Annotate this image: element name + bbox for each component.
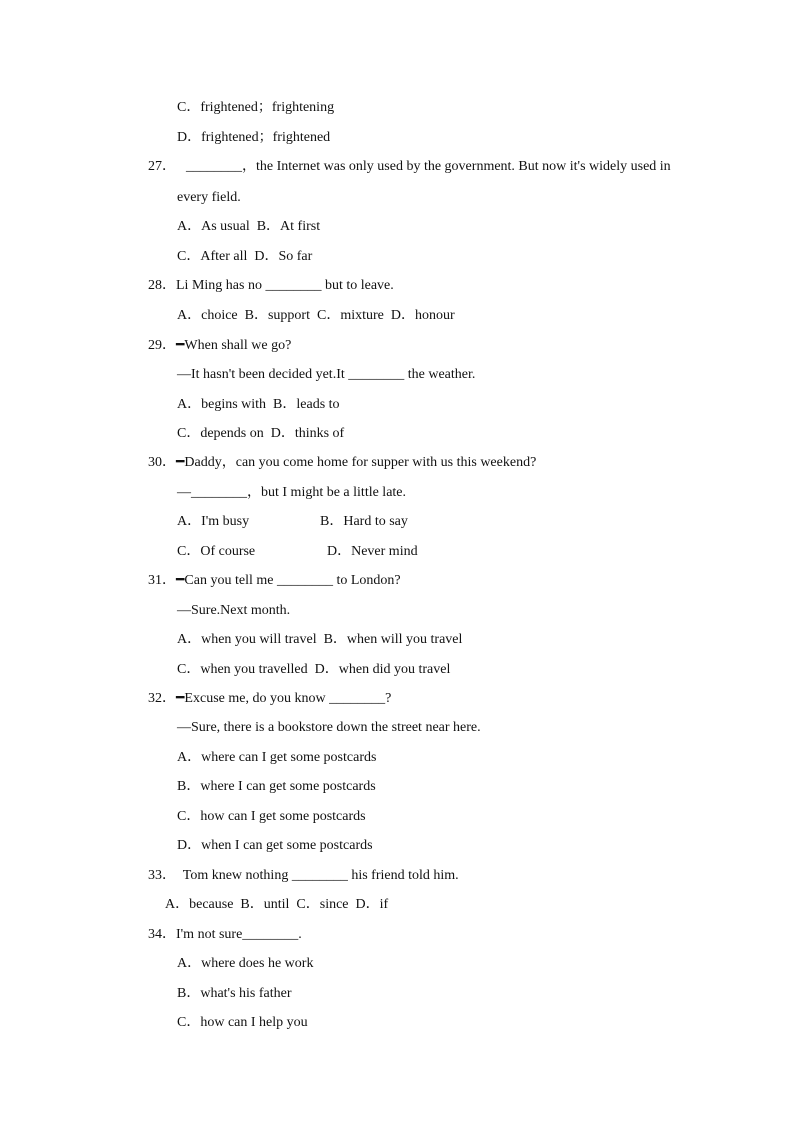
q33-stem: 33． Tom knew nothing ________ his friend told him. — [148, 868, 459, 883]
q27-stem-continued: every field. — [177, 190, 241, 205]
q31-options-ab: A．when you will travel B．when will you travel — [177, 632, 463, 647]
q34-stem: 34．I'm not sure________. — [148, 927, 302, 942]
q30-stem: 30．━Daddy，can you come home for supper with us this weekend? — [148, 455, 537, 470]
q29-options-ab: A．begins with B．leads to — [177, 397, 340, 412]
q27-options-ab: A．As usual B．At first — [177, 219, 321, 234]
q30-reply: —________，but I might be a little late. — [177, 485, 407, 500]
q30-option-c: C．Of course — [177, 544, 256, 559]
q31-options-cd: C．when you travelled D．when did you travel — [177, 662, 451, 677]
q32-option-a: A．where can I get some postcards — [177, 750, 377, 765]
q32-stem: 32．━Excuse me, do you know ________? — [148, 691, 392, 706]
q34-option-c: C．how can I help you — [177, 1015, 308, 1030]
q31-reply: —Sure.Next month. — [177, 603, 291, 618]
q32-option-c: C．how can I get some postcards — [177, 809, 366, 824]
q26-option-d: D．frightened；frightened — [177, 130, 331, 145]
q28-options: A．choice B．support C．mixture D．honour — [177, 308, 455, 323]
q27-options-cd: C．After all D．So far — [177, 249, 313, 264]
q28-stem: 28．Li Ming has no ________ but to leave. — [148, 278, 394, 293]
q31-stem: 31．━Can you tell me ________ to London? — [148, 573, 401, 588]
q32-option-b: B．where I can get some postcards — [177, 779, 376, 794]
q32-reply: —Sure, there is a bookstore down the street near here. — [177, 720, 481, 735]
q32-option-d: D．when I can get some postcards — [177, 838, 373, 853]
q26-option-c: C．frightened；frightening — [177, 100, 335, 115]
q34-option-a: A．where does he work — [177, 956, 314, 971]
q30-options-ab — [177, 513, 477, 531]
q29-reply: —It hasn't been decided yet.It ________ the weather. — [177, 367, 476, 382]
q33-options: A．because B．until C．since D．if — [165, 897, 389, 912]
q30-option-a: A．I'm busy — [177, 514, 250, 529]
q34-option-b: B．what's his father — [177, 986, 292, 1001]
q27-stem: ________，the Internet was only used by the government. But now it's widely used in — [186, 159, 671, 174]
q29-options-cd: C．depends on D．thinks of — [177, 426, 345, 441]
q30-options-cd — [177, 543, 477, 561]
q30-option-b: B．Hard to say — [320, 514, 408, 529]
q27-number: 27． — [148, 159, 176, 174]
q29-stem: 29．━When shall we go? — [148, 338, 292, 353]
q30-option-d: D．Never mind — [327, 544, 418, 559]
